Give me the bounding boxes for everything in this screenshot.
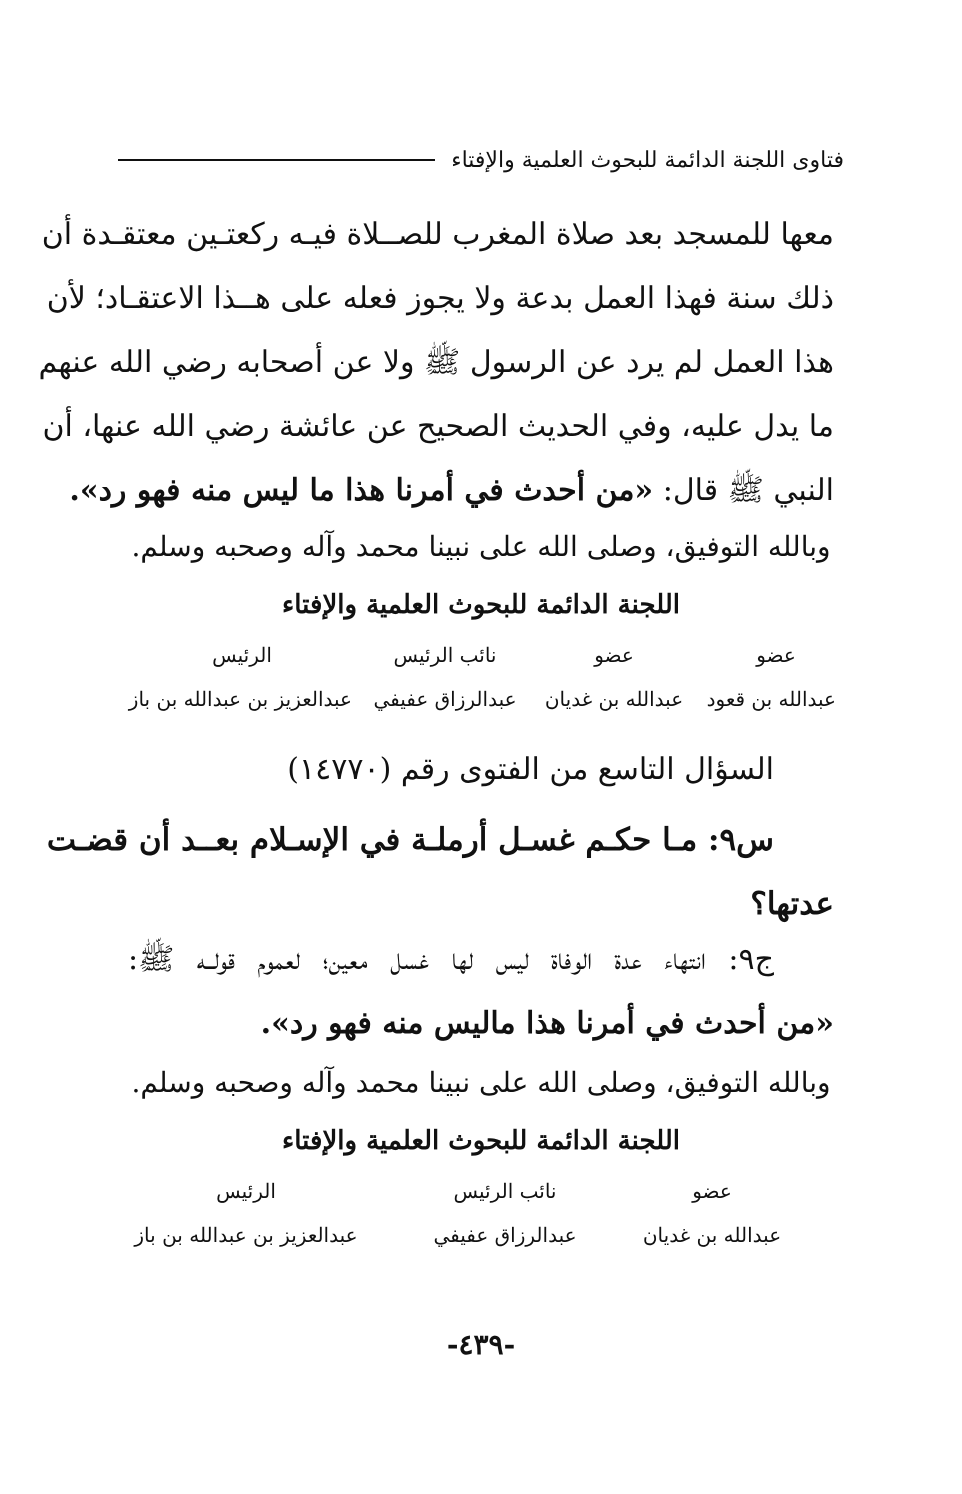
signatory bbox=[706, 640, 836, 714]
signatory bbox=[420, 1176, 590, 1250]
signatory bbox=[128, 640, 352, 714]
header-rule bbox=[118, 159, 435, 161]
answer-hadith: «من أحدث في أمرنا هذا ماليس منه فهو رد». bbox=[260, 1006, 834, 1041]
text-line: ما يدل عليه، وفي الحديث الصحيح عن عائشة رضي الله عنها، أن bbox=[42, 409, 834, 444]
text-line: ذلك سنة فهذا العمل بدعة ولا يجوز فعله على هــذا الاعتقـاد؛ لأن bbox=[46, 281, 834, 316]
signatory bbox=[126, 1176, 366, 1250]
signatory-name: عبدالله بن غديان bbox=[544, 687, 684, 711]
signatures-block bbox=[0, 640, 962, 720]
signatory-role: نائب الرئيس bbox=[453, 1179, 557, 1203]
signatory-name: عبدالرزاق عفيفي bbox=[433, 1223, 577, 1247]
fatwa-heading: السؤال التاسع من الفتوى رقم (١٤٧٧٠) bbox=[287, 752, 774, 787]
signatory bbox=[632, 1176, 792, 1250]
hadith-quote: «من أحدث في أمرنا هذا ما ليس منه فهو رد». bbox=[69, 473, 654, 508]
signatory-role: عضو bbox=[594, 643, 634, 667]
answer-line: ج٩: انتهاء عدة الوفاة ليس لها غسل معين؛ لعموم قولــه ﷺ: bbox=[128, 942, 774, 977]
closing-formula: وبالله التوفيق، وصلى الله على نبينا محمد وآله وصحبه وسلم. bbox=[131, 530, 831, 563]
signatory-name: عبدالله بن قعود bbox=[706, 687, 836, 711]
committee-name: اللجنة الدائمة للبحوث العلمية والإفتاء bbox=[282, 1126, 680, 1156]
text-line-hadith bbox=[69, 459, 834, 523]
signatory-name: عبدالرزاق عفيفي bbox=[373, 687, 517, 711]
text-line: معها للمسجد بعد صلاة المغرب للصــلاة فيـه ركعتـين معتقـدة أن bbox=[41, 217, 834, 252]
signatures-block bbox=[0, 1176, 962, 1256]
question-line: عدتها؟ bbox=[750, 886, 834, 922]
answer bbox=[128, 928, 834, 1056]
signatory-role: عضو bbox=[692, 1179, 732, 1203]
signatory-name: عبدالعزيز بن عبدالله بن باز bbox=[134, 1223, 358, 1247]
running-header-title: فتاوى اللجنة الدائمة للبحوث العلمية والإفتاء bbox=[451, 147, 844, 173]
text-line: هذا العمل لم يرد عن الرسول ﷺ ولا عن أصحابه رضي الله عنهم bbox=[38, 345, 834, 380]
hadith-intro: النبي ﷺ قال: bbox=[653, 473, 834, 508]
paragraph-continued bbox=[38, 203, 834, 523]
signatory-role: نائب الرئيس bbox=[393, 643, 497, 667]
page-number: -٤٣٩- bbox=[446, 1328, 516, 1361]
signatory bbox=[370, 640, 520, 714]
signatory-name: عبدالله بن غديان bbox=[642, 1223, 782, 1247]
closing-formula: وبالله التوفيق، وصلى الله على نبينا محمد وآله وصحبه وسلم. bbox=[131, 1066, 831, 1099]
committee-name: اللجنة الدائمة للبحوث العلمية والإفتاء bbox=[282, 590, 680, 620]
signatory-role: الرئيس bbox=[216, 1179, 276, 1203]
signatory-role: عضو bbox=[756, 643, 796, 667]
signatory bbox=[544, 640, 684, 714]
running-header bbox=[118, 140, 844, 180]
question bbox=[46, 808, 834, 936]
signatory-role: الرئيس bbox=[212, 643, 272, 667]
question-line: س٩: مـا حكـم غسـل أرملـة في الإسـلام بعــد أن قضـت bbox=[46, 822, 774, 858]
signatory-name: عبدالعزيز بن عبدالله بن باز bbox=[128, 687, 352, 711]
